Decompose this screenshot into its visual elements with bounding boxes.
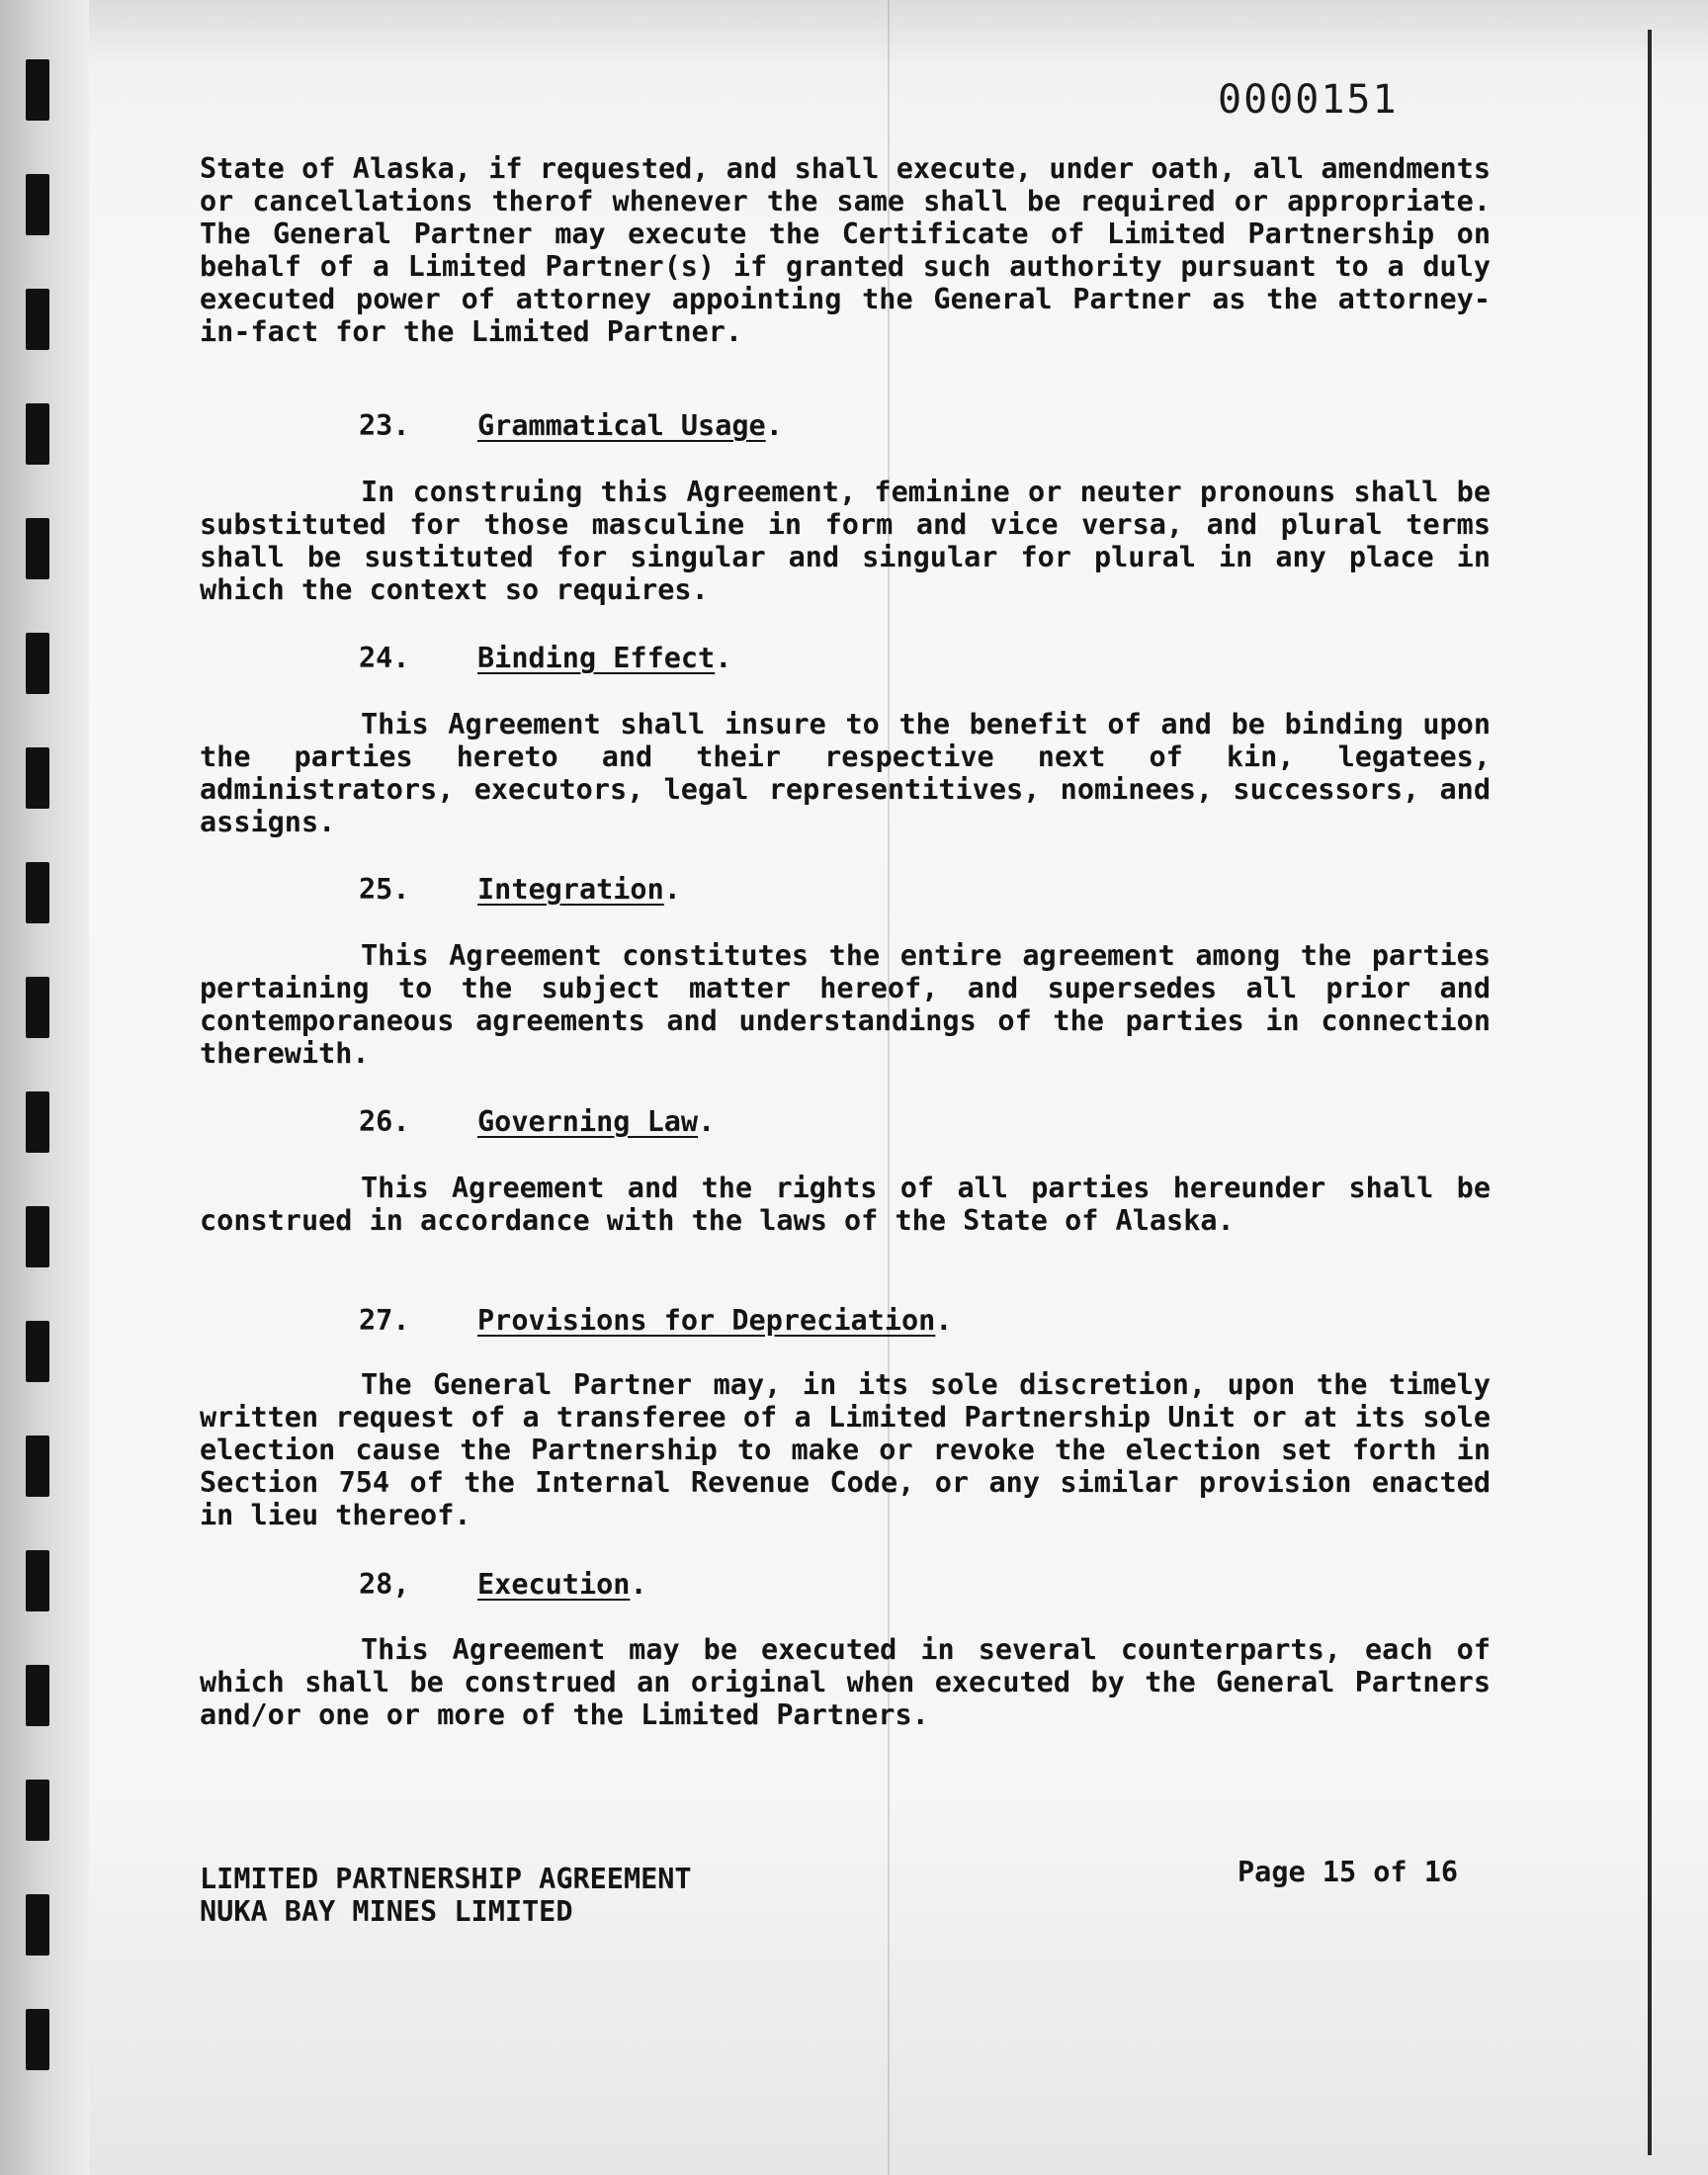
footer-title bbox=[200, 1863, 692, 1928]
section-body bbox=[200, 476, 1491, 606]
section-number: 25. bbox=[359, 873, 410, 906]
section-heading bbox=[359, 642, 731, 674]
punch-hole bbox=[26, 2009, 49, 2070]
section-heading bbox=[359, 1105, 715, 1138]
heading-period: . bbox=[765, 409, 783, 442]
section-number: 26. bbox=[359, 1105, 410, 1138]
punch-hole bbox=[26, 59, 49, 121]
punch-hole bbox=[26, 403, 49, 465]
punch-hole bbox=[26, 1780, 49, 1841]
heading-period: . bbox=[935, 1304, 953, 1337]
section-title: Integration bbox=[477, 873, 664, 906]
punch-hole bbox=[26, 1091, 49, 1153]
section-body bbox=[200, 1368, 1491, 1531]
section-text: The General Partner may, in its sole discretion, upon the timely written request of a transferee of a Limited Partnership Unit or at its sole election cause the Partnership to make or revoke the election set forth in Section 754 of the Internal Revenue Code, or any similar provision enacted in lieu thereof. bbox=[200, 1368, 1491, 1531]
section-body bbox=[200, 1172, 1491, 1237]
section-number: 28, bbox=[359, 1568, 410, 1601]
section-text: In construing this Agreement, feminine or neuter pronouns shall be substituted for those masculine in form and vice versa, and plural terms shall be sustituted for singular and singular for plural in any place in which the context so requires. bbox=[200, 476, 1491, 606]
page-number: Page 15 of 16 bbox=[1238, 1856, 1459, 1888]
section-heading bbox=[359, 409, 783, 442]
punch-hole bbox=[26, 289, 49, 350]
punch-hole bbox=[26, 1550, 49, 1611]
heading-period: . bbox=[715, 642, 732, 674]
section-text: This Agreement and the rights of all parties hereunder shall be construed in accordance with the laws of the State of Alaska. bbox=[200, 1172, 1491, 1237]
section-body bbox=[200, 939, 1491, 1070]
heading-period: . bbox=[663, 873, 681, 906]
section-text: This Agreement shall insure to the benefit of and be binding upon the parties hereto and their respective next of kin, legatees, administrators, executors, legal representitives, nominees, successors, and assigns. bbox=[200, 708, 1491, 838]
section-text: This Agreement may be executed in several counterparts, each of which shall be construed an original when executed by the General Partners and/or one or more of the Limited Partners. bbox=[200, 1633, 1491, 1731]
section-number: 27. bbox=[359, 1304, 410, 1337]
punch-hole bbox=[26, 518, 49, 579]
document-id: 0000151 bbox=[1218, 77, 1399, 123]
punch-hole bbox=[26, 1665, 49, 1726]
heading-period: . bbox=[698, 1105, 716, 1138]
section-title: Provisions for Depreciation bbox=[477, 1304, 936, 1337]
section-title: Binding Effect bbox=[477, 642, 716, 674]
section-body bbox=[200, 708, 1491, 838]
punch-hole bbox=[26, 1894, 49, 1956]
section-heading bbox=[359, 873, 681, 906]
punch-hole bbox=[26, 747, 49, 809]
page-edge-line bbox=[1648, 30, 1652, 2155]
section-title: Execution bbox=[477, 1568, 631, 1601]
intro-text: State of Alaska, if requested, and shall execute, under oath, all amendments or cancellations therof whenever the same shall be required or appropriate. The General Partner may execute the Certificate of Limited Partnership on behalf of a Limited Partner(s) if granted such authority pursuant to a duly executed power of attorney appointing the General Partner as the attorney-in-fact for the Limited Partner. bbox=[200, 152, 1491, 348]
section-heading bbox=[359, 1568, 647, 1601]
punch-hole bbox=[26, 1321, 49, 1382]
footer-line-1: LIMITED PARTNERSHIP AGREEMENT bbox=[200, 1863, 692, 1895]
section-heading bbox=[359, 1304, 952, 1337]
section-text: This Agreement constitutes the entire agreement among the parties pertaining to the subject matter hereof, and supersedes all prior and contemporaneous agreements and understandings of the parties in connection therewith. bbox=[200, 939, 1491, 1070]
section-title: Governing Law bbox=[477, 1105, 699, 1138]
punch-hole bbox=[26, 1206, 49, 1267]
section-body bbox=[200, 1633, 1491, 1731]
punch-hole bbox=[26, 174, 49, 235]
footer-line-2: NUKA BAY MINES LIMITED bbox=[200, 1895, 573, 1928]
section-title: Grammatical Usage bbox=[477, 409, 766, 442]
punch-hole bbox=[26, 633, 49, 694]
punch-hole bbox=[26, 977, 49, 1038]
section-number: 23. bbox=[359, 409, 410, 442]
punch-hole bbox=[26, 1436, 49, 1497]
punch-hole bbox=[26, 862, 49, 923]
heading-period: . bbox=[630, 1568, 647, 1601]
section-number: 24. bbox=[359, 642, 410, 674]
intro-paragraph bbox=[200, 152, 1491, 348]
